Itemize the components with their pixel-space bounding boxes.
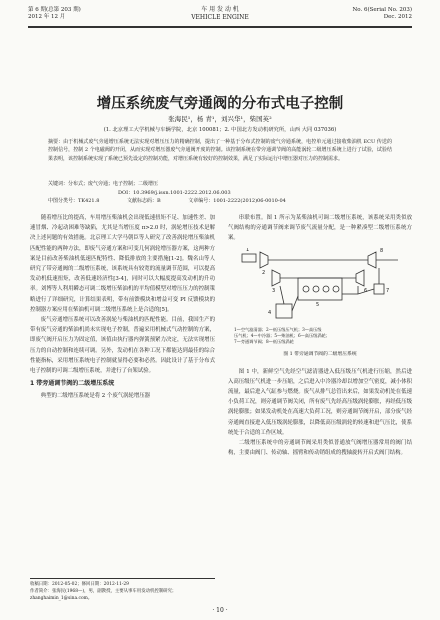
svg-text:3: 3: [272, 287, 276, 294]
body-paragraph: 废气旁通增压系统可以改善涡轮与柴油机的匹配性能。目前，我国生产的带有废气旁通的柴油机尚未实现电子控制，普遍采用机械式气动控制的方案，即废气阀开启压力为固定值，该值由执行器内弹簧预紧力决定，无法实现增压压力的自动控制和连续可调。另外，发动机在各种工况下都能达到最佳的综合性能指标，采用增压系统电子控制就显得必要和必然。因此设计了基于分布式电子控制的可调二级增压系统，并进行了台架试验。: [30, 317, 215, 375]
received-date: 收稿日期：2012-05-02；修回日期：2012-11-29: [30, 582, 129, 587]
author-bio: 作者简介：张海民(1968—)，男，副教授，主要从事车用发动机控制研究；zhanghaimin_1@sina.com。: [30, 589, 177, 601]
issue-info-en: [352, 7, 412, 21]
header-rule: [28, 27, 412, 28]
engine-block: [298, 278, 342, 300]
high-pressure-turbine: [356, 270, 364, 286]
header-band: [28, 4, 412, 27]
right-column: [228, 213, 412, 458]
section-heading: 1 带旁通调节阀的二级增压系统: [30, 380, 115, 388]
footnote: [30, 578, 215, 602]
intercooler: [276, 304, 292, 318]
left-column: [30, 213, 215, 402]
low-pressure-compressor: [260, 252, 268, 268]
journal-name-cn: 车 用 发 动 机: [201, 6, 239, 13]
body-paragraph: 二级增压系统中的旁通调节阀采用类似普通放气阀增压器常用的阀门结构，主要由阀门、传动轴、摇臂和传动销组成的搜轴旋转开启式阀门结构。: [228, 440, 412, 457]
affiliation: (1. 北京理工大学机械与车辆学院，北京 100081；2. 中国北方发动机研究所，山西 大同 037036): [103, 127, 337, 133]
issue-number-en: No. 6(Serial No. 203): [352, 7, 412, 13]
issue-number: 第 6 期(总第 203 期): [28, 7, 81, 13]
low-pressure-turbine: [368, 252, 376, 268]
svg-text:7: 7: [386, 287, 390, 294]
page-number: · 10 ·: [212, 607, 228, 614]
issue-date-en: Dec. 2012: [383, 14, 412, 20]
figure-legend: [234, 327, 412, 346]
high-pressure-compressor: [272, 270, 280, 286]
issue-date: 2012 年 12 月: [28, 14, 66, 20]
two-stage-turbo-diagram: [228, 248, 412, 326]
body-paragraph: 串联布置。图 1 所示为某柴油机可调二级增压系统，该系统采用类似放气阀结构的旁通调节阀来调节废气流量分配，是一种紧凑型二级增压系统方案。: [228, 215, 412, 242]
svg-text:1: 1: [246, 247, 250, 253]
svg-text:6: 6: [364, 287, 368, 294]
body-paragraph: 随着增压比的提高，车用增压柴油机会出现低速扭矩不足、加速性差、加速冒烟、冷起动困难等缺陷，尤其是当增压度 π>2.0 时，涡轮增压技术是解决上述问题的有效措施。北京理工大学马朝臣等人研究了改善涡轮增压柴油机匹配性能的两种方法，即废气旁通方案和可变几何涡轮增压器方案，这两种方案是目前改善柴油机低速匹配特性、降低排放的主要措施[1-2]。魏名山等人研究了带旁通阀的二级增压系统，该系统具有较宽的流量调节范围，可以提高发动机低速扭矩，改善低速经济性[3-4]，同时可以大幅度提高发动机的升功率。刘博等人利用瞬态可调二级增压柴油机的平均值模型对增压压力的控制策略进行了详细研究，计算结果表明，带有前馈模块和增益可变 PI 反馈模块的控制器方案应用在柴油机可调二级增压系统上是合适的[5]。: [30, 215, 215, 313]
bypass-valve: [374, 284, 384, 294]
body-paragraph: 图 1 中，新鲜空气先经空气滤清器进入低压级压气机进行压缩，然后进入高压级压气机进一步压缩，之后进入中冷器冷却以增加空气密度，减小体积流量，最后进入气缸参与燃烧。废气从排气总管出来后，如果发动机处在低速小负荷工况，则旁通调节阀关闭，所有废气先经高压级涡轮膨胀，再经低压级涡轮膨胀；如果发动机处在高速大负荷工况，则旁通调节阀开启，部分废气经旁通阀直接进入低压级涡轮膨胀，以降低高压级涡轮的转速和进气压比，使系统处于合适的工作区域。: [228, 368, 412, 436]
article-number: 文章编号：1001-2222(2012)06-0010-04: [188, 198, 286, 204]
legend-line: 压气机；4—中冷器；5—柴油机；6—高压级涡轮；: [234, 332, 330, 338]
keywords: 关键词：分布式；废气旁通；电子控制；二级增压: [48, 181, 159, 187]
figure-1: [228, 248, 412, 364]
svg-text:5: 5: [316, 301, 320, 308]
svg-text:8: 8: [380, 247, 384, 254]
abstract: 摘要：由于机械式废气旁通增压系统无法实现对增压压力的精确控制，提出了一种基于分布式控制的废气旁通系统，电控单元通过接收柴油机 ECU 传送的控制信号，控制 2 个电磁阀的开闭，从而实现对增压器废气旁通阀开度的控制。该控制系统在带旁通调节阀的高能涡轮二级增压系统上进行了试验，试验结果表明，该控制系统实现了系统已预先设定的控制功能，对增压系统有较好的控制效果，满足了实际运行中增压器对压力的控制需求。: [48, 139, 392, 162]
doi: DOI：10.3969/j.issn.1001-2222.2012.06.003: [118, 190, 231, 196]
svg-text:2: 2: [262, 269, 266, 276]
svg-text:4: 4: [268, 309, 272, 316]
figure-caption: 图 1 带旁通调节阀的二级增压系统: [283, 351, 357, 357]
author-list: 张海民¹，杨 青¹，刘兴华¹，柴国英²: [168, 115, 272, 123]
classification-line: [48, 197, 392, 204]
air-filter: [242, 254, 256, 262]
legend-line: 7—旁通调节阀；8—低压级涡轮: [234, 339, 294, 345]
legend-line: 1—空气滤清器；2—低压级压气机；3—高压级: [234, 326, 322, 332]
clc-number: 中图分类号：TK421.8: [48, 198, 100, 204]
paper-title: 增压系统废气旁通阀的分布式电子控制: [96, 96, 344, 112]
body-paragraph: 典型的二级增压系统是将 2 个废气涡轮增压器: [40, 393, 151, 400]
journal-name-en: VEHICLE ENGINE: [191, 14, 249, 21]
document-code: 文献标志码：B: [126, 198, 161, 204]
